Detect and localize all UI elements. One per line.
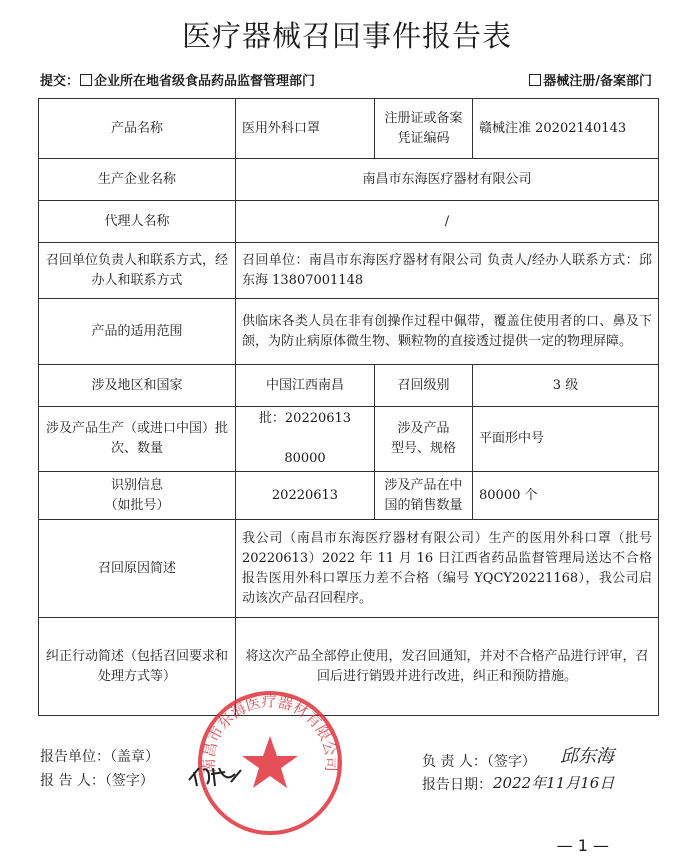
checkbox-icon[interactable] bbox=[529, 74, 541, 86]
recall-report-table bbox=[38, 98, 659, 716]
batch-no: 批：20220613 bbox=[258, 411, 352, 426]
id-value: 20220613 bbox=[236, 472, 375, 520]
batch bbox=[236, 407, 375, 472]
scope-label: 产品的适用范围 bbox=[39, 299, 236, 365]
action-label: 纠正行动简述（包括召回要求和处理方式等） bbox=[39, 618, 236, 716]
report-date-signature: 2022年11月16日 bbox=[493, 774, 615, 792]
product-name: 医用外科口罩 bbox=[236, 99, 375, 159]
region-label: 涉及地区和国家 bbox=[39, 365, 236, 407]
level-label: 召回级别 bbox=[375, 365, 473, 407]
reporter-signature bbox=[185, 762, 245, 790]
leader-signature: 邱东海 bbox=[560, 746, 614, 767]
level: 3 级 bbox=[473, 365, 659, 407]
reporter-label: 报 告 人：（签字） bbox=[40, 773, 154, 789]
leader-label: 负 责 人：（签字） bbox=[422, 754, 536, 770]
reg-no: 赣械注准 20202140143 bbox=[473, 99, 659, 159]
id-label: 识别信息 （如批号） bbox=[39, 472, 236, 520]
reg-label: 注册证或备案 凭证编码 bbox=[375, 99, 473, 159]
submit-option-1: 企业所在地省级食品药品监督管理部门 bbox=[94, 74, 316, 89]
scope: 供临床各类人员在非有创操作过程中佩带，覆盖住使用者的口、鼻及下颌，为防止病原体微生物、颗粒物的直接透过提供一定的物理屏障。 bbox=[236, 299, 659, 365]
reason: 我公司（南昌市东海医疗器材有限公司）生产的医用外科口罩（批号 20220613）2022 年 11 月 16 日江西省药品监督管理局送达不合格报告医用外科口罩压力差不合格（编号 YQCY20221168），我公司启动该次产品召回程序。 bbox=[236, 520, 659, 618]
submit-left bbox=[40, 70, 315, 89]
product-name-label: 产品名称 bbox=[39, 99, 236, 159]
manufacturer: 南昌市东海医疗器材有限公司 bbox=[236, 159, 659, 201]
seal-text: 南昌市东海医疗器材有限公司 bbox=[199, 692, 341, 774]
checkbox-icon[interactable] bbox=[80, 74, 92, 86]
submit-right bbox=[528, 70, 652, 89]
page-title: 医疗器械召回事件报告表 bbox=[181, 19, 512, 53]
agent: / bbox=[236, 201, 659, 243]
batch-qty: 80000 bbox=[284, 451, 326, 466]
submit-line bbox=[40, 70, 652, 89]
sales: 80000 个 bbox=[473, 472, 659, 520]
region: 中国江西南昌 bbox=[236, 365, 375, 407]
model-label: 涉及产品 型号、规格 bbox=[375, 407, 473, 472]
contact-label: 召回单位负责人和联系方式，经办人和联系方式 bbox=[39, 243, 236, 299]
sales-label: 涉及产品在中 国的销售数量 bbox=[375, 472, 473, 520]
action: 将这次产品全部停止使用，发召回通知，并对不合格产品进行评审，召回后进行销毁并进行改进，纠正和预防措施。 bbox=[236, 618, 659, 716]
contact: 召回单位：南昌市东海医疗器材有限公司 负责人/经办人联系方式：邱东海 13807001148 bbox=[236, 243, 659, 299]
agent-label: 代理人名称 bbox=[39, 201, 236, 243]
model: 平面形中号 bbox=[473, 407, 659, 472]
reason-label: 召回原因简述 bbox=[39, 520, 236, 618]
manufacturer-label: 生产企业名称 bbox=[39, 159, 236, 201]
submit-option-2: 器械注册/备案部门 bbox=[543, 74, 652, 89]
page-number: — 1 — bbox=[556, 836, 609, 855]
submit-prefix: 提交： bbox=[40, 74, 80, 89]
report-date-label: 报告日期： bbox=[422, 777, 492, 793]
report-unit-label: 报告单位：（盖章） bbox=[40, 749, 159, 765]
batch-label: 涉及产品生产（或进口中国）批次、数量 bbox=[39, 407, 236, 472]
